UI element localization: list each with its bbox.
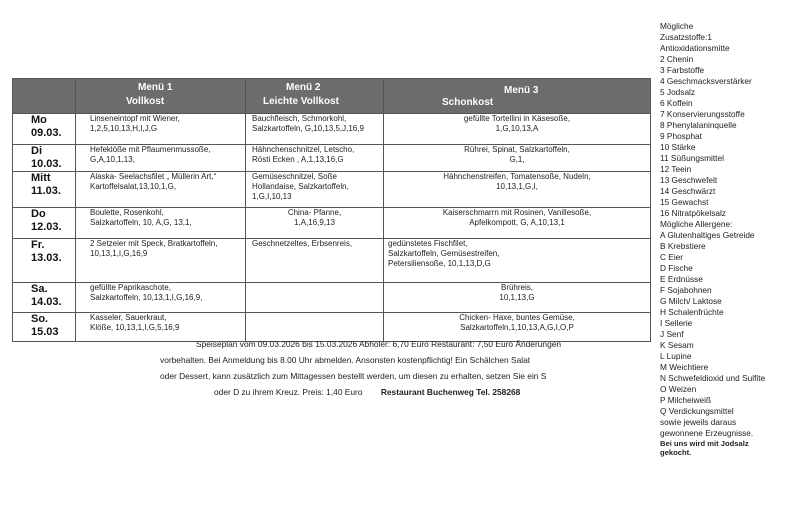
dish-line: Hähnchenstreifen, Tomatensoße, Nudeln, — [443, 172, 591, 181]
legend-item: J Senf — [660, 329, 684, 339]
legend-item: 8 Phenylalaninquelle — [660, 120, 737, 130]
dish-line: gefüllte Tortellini in Käsesoße, — [463, 114, 571, 123]
menu-2-cell — [246, 283, 384, 313]
legend-item: 14 Geschwärzt — [660, 186, 716, 196]
weekday-label: So. — [31, 313, 49, 325]
legend-item: G Milch/ Laktose — [660, 296, 722, 306]
menu-table — [12, 78, 651, 342]
footer-line-3: oder Dessert, kann zusätzlich zum Mittagessen bestellt werden, um diesen zu erhalten, setzen Sie ein S — [160, 371, 547, 381]
legend-item: D Fische — [660, 263, 693, 273]
dish-line: 10,13,1,G,I, — [496, 182, 538, 191]
dish-line: 1,A,16,9,13 — [294, 218, 335, 227]
menu-2-cell — [246, 172, 384, 208]
day-cell — [13, 283, 76, 313]
legend-item: C Eier — [660, 252, 684, 262]
legend-item: 11 Süßungsmittel — [660, 153, 724, 163]
dish-line: 1,2,5,10,13,H,I,J,G — [90, 124, 158, 133]
weekday-label: Sa. — [31, 283, 48, 295]
menu-2-cell — [246, 239, 384, 283]
legend-item: K Sesam — [660, 340, 694, 350]
date-label: 11.03. — [31, 185, 61, 197]
date-label: 13.03. — [31, 252, 62, 264]
menu-1-cell — [76, 172, 246, 208]
dish-line: Bauchfleisch, Schmorkohl, — [252, 114, 347, 123]
dish-line: Chicken- Haxe, buntes Gemüse, — [459, 313, 575, 322]
legend-item: E Erdnüsse — [660, 274, 703, 284]
legend-item: 12 Teein — [660, 164, 692, 174]
dish-line: Brühreis, — [500, 283, 533, 292]
header-menu3-subtitle: Schonkost — [442, 97, 494, 108]
legend-item: H Schalenfrüchte — [660, 307, 724, 317]
legend-item: M Weichtiere — [660, 362, 709, 372]
day-cell — [13, 239, 76, 283]
legend-item: B Krebstiere — [660, 241, 706, 251]
weekday-label: Mo — [31, 114, 47, 126]
dish-line: G,A,10,1,13, — [90, 155, 135, 164]
legend-item: 2 Chenin — [660, 54, 694, 64]
day-cell — [13, 172, 76, 208]
dish-line: China- Pfanne, — [287, 208, 342, 217]
additives-allergens-legend — [660, 21, 800, 457]
iodine-salt-note: Bei uns wird mit Jodsalz — [660, 439, 749, 448]
dish-line: Gemüseschnitzel, Soße — [252, 172, 337, 181]
legend-item: P Milcheiweiß — [660, 395, 712, 405]
menu-3-cell — [384, 172, 651, 208]
legend-item: A Glutenhaltiges Getreide — [660, 230, 755, 240]
dish-line: Kasseler, Sauerkraut, — [90, 313, 167, 322]
dish-line: Hefeklöße mit Pflaumenmussoße, — [90, 145, 211, 154]
menu-1-cell — [76, 114, 246, 145]
menu-1-cell — [76, 145, 246, 172]
legend-item: 9 Phosphat — [660, 131, 702, 141]
date-label: 15.03 — [31, 326, 59, 338]
legend-item: gewonnene Erzeugnisse. — [660, 428, 754, 438]
iodine-salt-note: gekocht. — [660, 448, 692, 457]
legend-item: Zusatzstoffe:1 — [660, 32, 712, 42]
dish-line: Hollandaise, Salzkartoffeln, — [252, 182, 349, 191]
dish-line: Salzkartoffeln, 10,13,1,I,G,16,9, — [90, 293, 203, 302]
dish-line: 10,13,1,I,G,16,9 — [90, 249, 148, 258]
dish-line: Salzkartoffeln, G,10,13,5,J,16,9 — [252, 124, 364, 133]
footer-notes — [140, 336, 650, 400]
dish-line: Klöße, 10,13,1,I,G,5,16,9 — [90, 323, 180, 332]
dish-line: Rösti Ecken , A,1,13,16,G — [252, 155, 344, 164]
menu-2-cell — [246, 114, 384, 145]
legend-item: 7 Konservierungsstoffe — [660, 109, 745, 119]
day-row — [13, 239, 651, 283]
menu-body — [13, 114, 651, 342]
day-row — [13, 114, 651, 145]
dish-line: gefüllte Paprikaschote, — [90, 283, 171, 292]
dish-line: Kartoffelsalat,13,10,1,G, — [90, 182, 177, 191]
legend-item: Antioxidationsmitte — [660, 43, 730, 53]
legend-item: I Sellerie — [660, 318, 693, 328]
header-menu1 — [76, 79, 246, 114]
day-cell — [13, 114, 76, 145]
dish-line: G,1, — [509, 155, 525, 164]
header-menu3-title: Menü 3 — [504, 85, 539, 96]
footer-line-2: vorbehalten. Bei Anmeldung bis 8.00 Uhr abmelden. Ansonsten kostenpflichtig! Ein Schälchen Salat — [160, 355, 531, 365]
dish-line: Linseneintopf mit Wiener, — [90, 114, 180, 123]
date-label: 10.03. — [31, 158, 62, 170]
dish-line: 2 Setzeier mit Speck, Bratkartoffeln, — [90, 239, 218, 248]
footer-line-4: oder D zu ihrem Kreuz. Preis: 1,40 Euro — [214, 387, 363, 397]
weekday-label: Mitt — [31, 172, 51, 184]
menu-3-cell — [384, 283, 651, 313]
legend-item: Q Verdickungsmittel — [660, 406, 734, 416]
weekday-label: Do — [31, 208, 46, 220]
date-label: 12.03. — [31, 221, 62, 233]
dish-line: Geschnetzeltes, Erbsenreis, — [252, 239, 353, 248]
menu-1-cell — [76, 208, 246, 239]
menu-3-cell — [384, 208, 651, 239]
legend-item: 5 Jodsalz — [660, 87, 696, 97]
dish-line: 1,G,10,13,A — [495, 124, 539, 133]
day-row — [13, 208, 651, 239]
legend-item: O Weizen — [660, 384, 697, 394]
header-day — [13, 79, 76, 114]
legend-item: F Sojabohnen — [660, 285, 712, 295]
day-row — [13, 145, 651, 172]
dish-line: Kaiserschmarrn mit Rosinen, Vanillesoße, — [442, 208, 592, 217]
legend-item: N Schwefeldioxid und Sulfite — [660, 373, 766, 383]
dish-line: 10,1,13,G — [499, 293, 535, 302]
header-menu2 — [246, 79, 384, 114]
legend-item: Mögliche — [660, 21, 694, 31]
restaurant-contact: Restaurant Buchenweg Tel. 258268 — [380, 387, 521, 397]
menu-3-cell — [384, 239, 651, 283]
legend-item: Mögliche Allergene: — [660, 219, 733, 229]
date-label: 14.03. — [31, 296, 62, 308]
day-cell — [13, 145, 76, 172]
dish-line: Petersiliensoße, 10,1,13,D,G — [388, 259, 491, 268]
dish-line: Rührei, Spinat, Salzkartoffeln, — [464, 145, 570, 154]
dish-line: Alaska- Seelachsfilet „ Müllerin Art,“ — [90, 172, 217, 181]
legend-item: sowie jeweils daraus — [660, 417, 737, 427]
dish-line: Salzkartoffeln, Gemüsestreifen, — [388, 249, 500, 258]
legend-item: 15 Gewachst — [660, 197, 709, 207]
weekday-label: Di — [31, 145, 42, 157]
legend-item: L Lupine — [660, 351, 692, 361]
footer-line-1: Speiseplan vom 09.03.2026 bis 15.03.2026 Abholer: 6,70 Euro Restaurant: 7,50 Euro Änderungen — [196, 339, 562, 349]
day-row — [13, 283, 651, 313]
legend-item: 10 Stärke — [660, 142, 696, 152]
dish-line: Salzkartoffeln, 10, A,G, 13,1, — [90, 218, 192, 227]
day-row — [13, 172, 651, 208]
header-menu1-subtitle: Vollkost — [126, 96, 165, 107]
weekday-label: Fr. — [31, 239, 45, 251]
header-row — [13, 79, 651, 114]
dish-line: Hähnchenschnitzel, Letscho, — [252, 145, 355, 154]
dish-line: Apfelkompott, G, A,10,13,1 — [469, 218, 565, 227]
menu-2-cell — [246, 208, 384, 239]
legend-item: 3 Farbstoffe — [660, 65, 705, 75]
day-cell — [13, 208, 76, 239]
date-label: 09.03. — [31, 127, 62, 139]
dish-line: Salzkartoffeln,1,10,13,A,G,I,O,P — [460, 323, 574, 332]
day-cell — [13, 313, 76, 342]
menu-1-cell — [76, 283, 246, 313]
legend-item: 16 Nitratpökelsalz — [660, 208, 726, 218]
menu-3-cell — [384, 145, 651, 172]
menu-1-cell — [76, 239, 246, 283]
legend-item: 13 Geschwefelt — [660, 175, 718, 185]
dish-line: Boulette, Rosenkohl, — [90, 208, 164, 217]
dish-line: 1,G,I,10,13 — [252, 192, 292, 201]
dish-line: gedünstetes Fischfilet, — [388, 239, 468, 248]
header-menu2-subtitle: Leichte Vollkost — [263, 96, 339, 107]
menu-2-cell — [246, 145, 384, 172]
header-menu2-title: Menü 2 — [286, 82, 321, 93]
legend-item: 6 Koffein — [660, 98, 693, 108]
header-menu1-title: Menü 1 — [138, 82, 173, 93]
menu-3-cell — [384, 114, 651, 145]
header-menu3 — [384, 79, 651, 114]
legend-item: 4 Geschmacksverstärker — [660, 76, 752, 86]
